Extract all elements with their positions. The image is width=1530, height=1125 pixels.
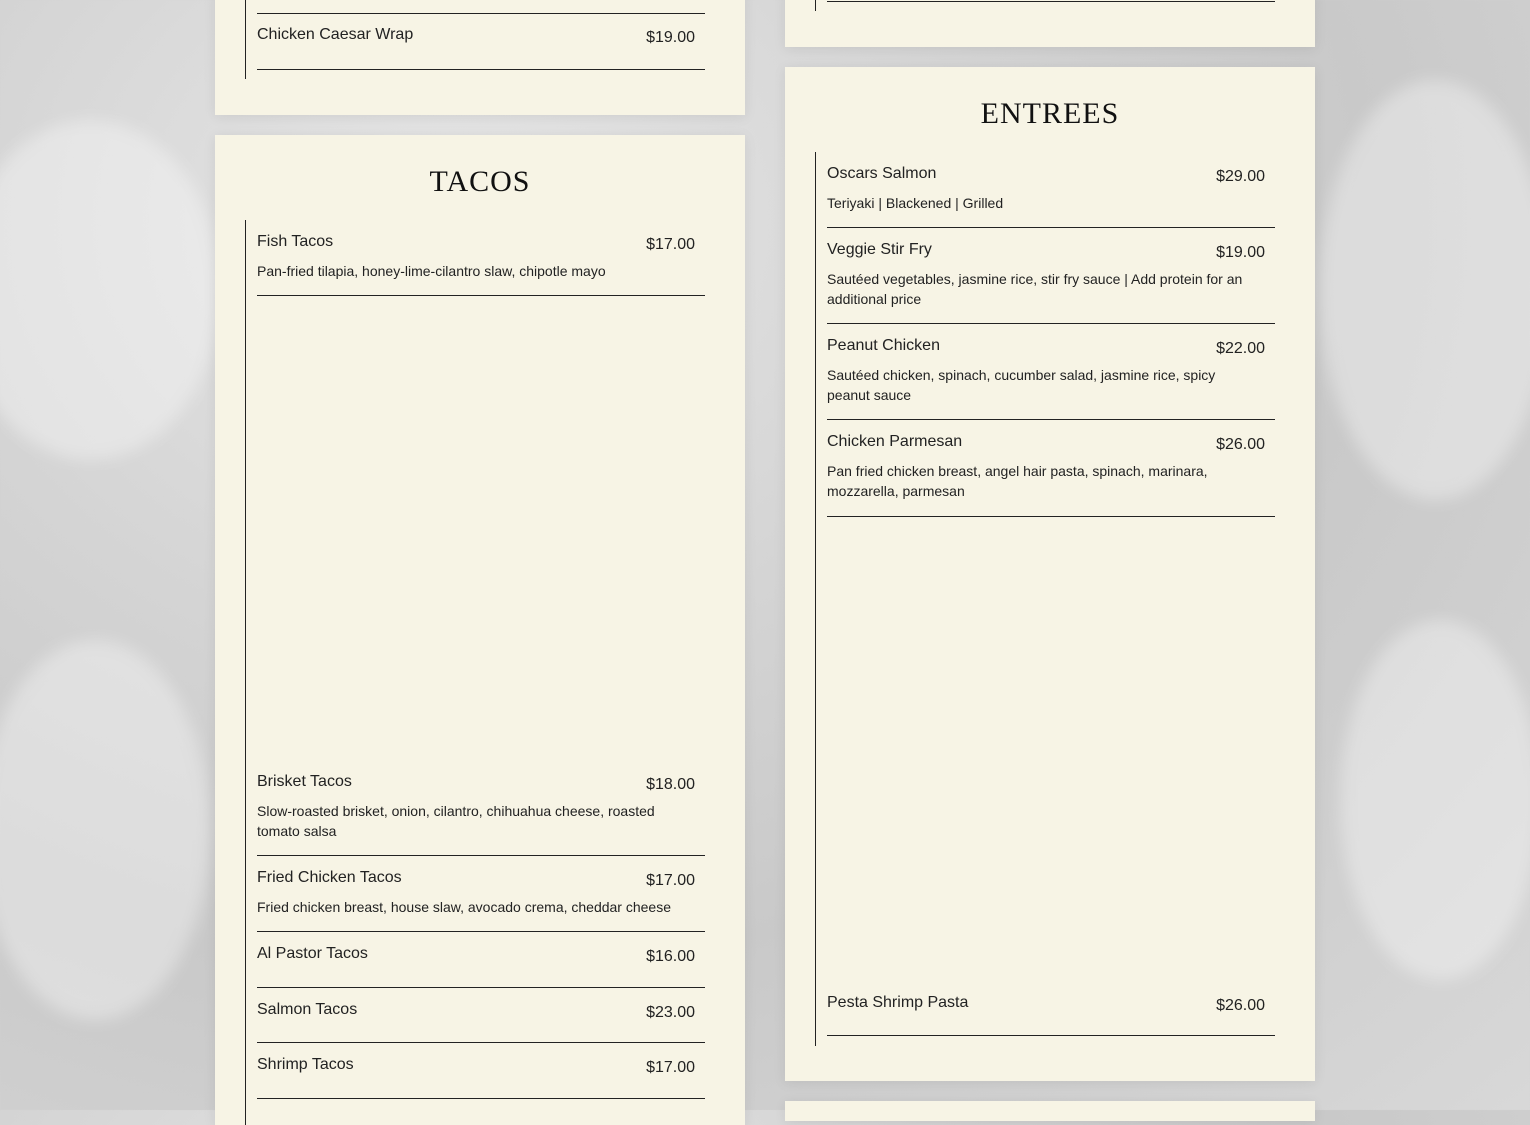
menu-item: [827, 165, 1275, 228]
item-description: Sautéed vegetables, jasmine rice, stir fry sauce | Add protein for an additional price: [827, 271, 1243, 307]
menu-item-list: [245, 220, 705, 1125]
menu-item: [257, 773, 705, 856]
menu-item: [827, 994, 1275, 1036]
item-name: Salmon Tacos: [257, 1001, 358, 1018]
section-title: TACOS: [429, 165, 531, 198]
item-price: $26.00: [1216, 436, 1265, 453]
menu-item-list: [815, 0, 1275, 11]
item-price: $16.00: [646, 948, 695, 965]
menu-item: [257, 869, 705, 932]
menu-item: [257, 1056, 705, 1099]
item-price: $17.00: [646, 1059, 695, 1076]
item-price: $26.00: [1216, 997, 1265, 1014]
item-price: $29.00: [1216, 168, 1265, 185]
item-price: $19.00: [1216, 244, 1265, 261]
item-name: Al Pastor Tacos: [257, 945, 368, 962]
menu-item: [827, 433, 1275, 517]
menu-item: [257, 26, 705, 70]
item-name: Chicken Caesar Wrap: [257, 26, 414, 43]
item-price: $23.00: [646, 1004, 695, 1021]
menu-panel-entrees: [785, 67, 1315, 1081]
divider: [257, 13, 705, 14]
menu-item: [257, 945, 705, 988]
item-name: Fish Tacos: [257, 233, 334, 250]
item-name: Fried Chicken Tacos: [257, 869, 402, 886]
menu-item: [827, 241, 1275, 324]
menu-item-list: [815, 152, 1275, 1046]
background-texture: [1340, 620, 1530, 980]
item-price: $18.00: [646, 776, 695, 793]
item-description: Sautéed chicken, spinach, cucumber salad, jasmine rice, spicy peanut sauce: [827, 367, 1216, 403]
item-description: Teriyaki | Blackened | Grilled: [827, 195, 1004, 211]
background-texture: [0, 640, 210, 1020]
background-texture: [1320, 80, 1530, 500]
item-price: $17.00: [646, 872, 695, 889]
item-name: Peanut Chicken: [827, 337, 940, 354]
item-description: Pan-fried tilapia, honey-lime-cilantro slaw, chipotle mayo: [257, 263, 606, 279]
divider: [827, 1, 1275, 2]
menu-item: [257, 1001, 705, 1043]
menu-panel-sandwiches: [215, 0, 745, 115]
menu-item: [827, 337, 1275, 420]
item-price: $22.00: [1216, 340, 1265, 357]
item-name: Chicken Parmesan: [827, 433, 963, 450]
item-name: Shrimp Tacos: [257, 1056, 354, 1073]
item-name: Oscars Salmon: [827, 165, 937, 182]
menu-panel-tacos: [215, 135, 745, 1125]
menu-item-list: [245, 0, 705, 79]
item-description: Pan fried chicken breast, angel hair pasta, spinach, marinara, mozzarella, parmesan: [827, 463, 1208, 499]
section-title: ENTREES: [980, 97, 1120, 130]
item-description: Fried chicken breast, house slaw, avocado crema, cheddar cheese: [257, 899, 672, 915]
menu-panel-next: [785, 1101, 1315, 1121]
item-price: $17.00: [646, 236, 695, 253]
menu-panel-previous: [785, 0, 1315, 47]
item-name: Pesta Shrimp Pasta: [827, 994, 969, 1011]
item-price: $19.00: [646, 29, 695, 46]
item-description: Slow-roasted brisket, onion, cilantro, chihuahua cheese, roasted tomato salsa: [257, 803, 655, 839]
item-name: Brisket Tacos: [257, 773, 352, 790]
menu-item: [257, 233, 705, 296]
item-name: Veggie Stir Fry: [827, 241, 932, 258]
background-texture: [0, 120, 220, 460]
